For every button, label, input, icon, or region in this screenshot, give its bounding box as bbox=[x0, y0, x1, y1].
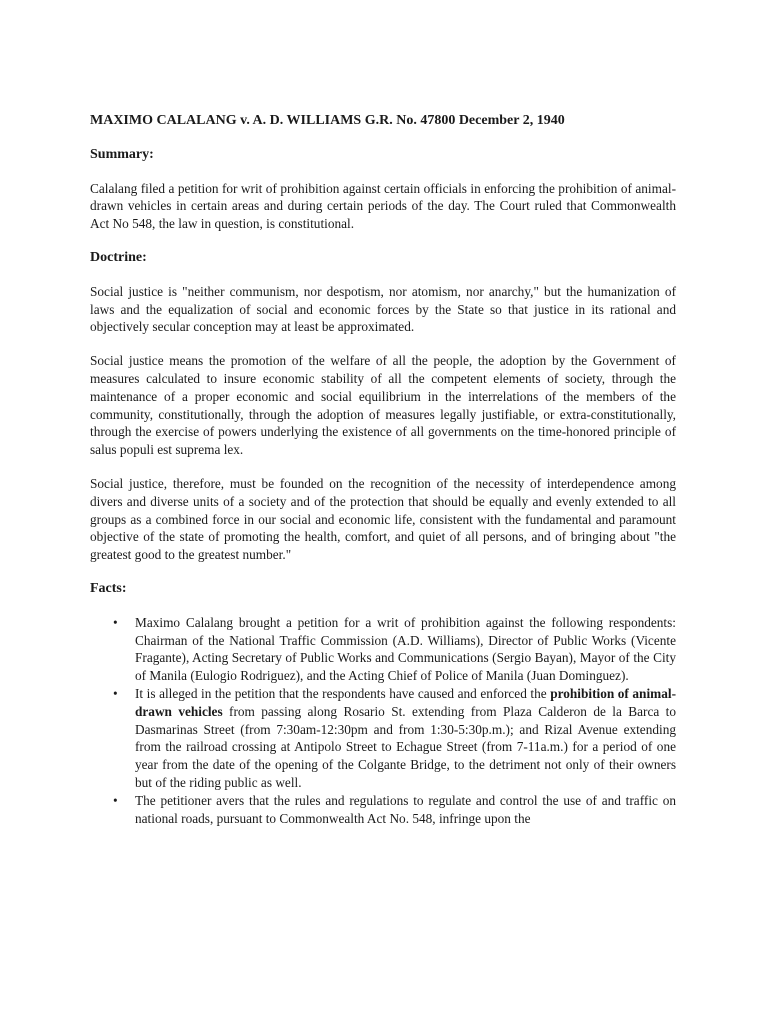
summary-paragraph: Calalang filed a petition for writ of prohibition against certain officials in enforcing the prohibition of animal-drawn vehicles in certain areas and during certain periods of the day. The Court ruled that Commonwealth Act No 548, the law in question, is constitutional. bbox=[90, 180, 676, 232]
facts-heading: Facts: bbox=[90, 580, 127, 596]
fact-text: The petitioner avers that the rules and regulations to regulate and control the use of and traffic on national roads, pursuant to Commonwealth Act No. 548, infringe upon the bbox=[135, 792, 676, 826]
bullet-icon: • bbox=[113, 614, 118, 630]
doctrine-heading: Doctrine: bbox=[90, 249, 147, 265]
bullet-icon: • bbox=[113, 792, 118, 808]
summary-heading: Summary: bbox=[90, 146, 154, 162]
fact-text-before-emphasis: It is alleged in the petition that the respondents have caused and enforced the bbox=[135, 685, 551, 701]
facts-list bbox=[90, 614, 676, 828]
doctrine-paragraph-1: Social justice is "neither communism, nor despotism, nor atomism, nor anarchy," but the humanization of laws and the equalization of social and economic forces by the State so that justice in its rational and objectively secular conception may at least be approximated. bbox=[90, 283, 676, 335]
doctrine-paragraph-2: Social justice means the promotion of the welfare of all the people, the adoption by the Government of measures calculated to insure economic stability of all the competent elements of society, through the maintenance of a proper economic and social equilibrium in the interrelations of the members of the community, constitutionally, through the adoption of measures legally justifiable, or extra-constitutionally, through the exercise of powers underlying the existence of all governments on the time-honored principle of salus populi est suprema lex. bbox=[90, 353, 676, 458]
list-item bbox=[113, 614, 676, 685]
fact-text: Maximo Calalang brought a petition for a writ of prohibition against the following respondents: Chairman of the National Traffic Commission (A.D. Williams), Director of Public Works (Vicente Fragante), Acting Secretary of Public Works and Communications (Sergio Bayan), Mayor of the City of Manila (Eulogio Rodriguez), and the Acting Chief of Police of Manila (Juan Dominguez). bbox=[135, 614, 676, 684]
list-item bbox=[113, 792, 676, 828]
fact-emphasis: prohibition of animal-drawn vehicles bbox=[135, 685, 676, 719]
case-title: MAXIMO CALALANG v. A. D. WILLIAMS G.R. No. 47800 December 2, 1940 bbox=[90, 113, 565, 128]
fact-text-after-emphasis: from passing along Rosario St. extending from Plaza Calderon de la Barca to Dasmarinas Street (from 7:30am-12:30pm and from 1:30-5:30p.m.); and Rizal Avenue extending from the railroad crossing at Antipolo Street to Echague Street (from 7-11a.m.) for a period of one year from the date of the opening of the Colgante Bridge, to the detriment not only of their owners but of the riding public as well. bbox=[135, 703, 676, 790]
doctrine-paragraph-3: Social justice, therefore, must be founded on the recognition of the necessity of interdependence among divers and diverse units of a society and of the protection that should be equally and evenly extended to all groups as a combined force in our social and economic life, consistent with the fundamental and paramount objective of the state of promoting the health, comfort, and quiet of all persons, and of bringing about "the greatest good to the greatest number." bbox=[90, 475, 676, 563]
bullet-icon: • bbox=[113, 685, 118, 701]
list-item bbox=[113, 685, 676, 792]
document-page bbox=[90, 112, 676, 827]
